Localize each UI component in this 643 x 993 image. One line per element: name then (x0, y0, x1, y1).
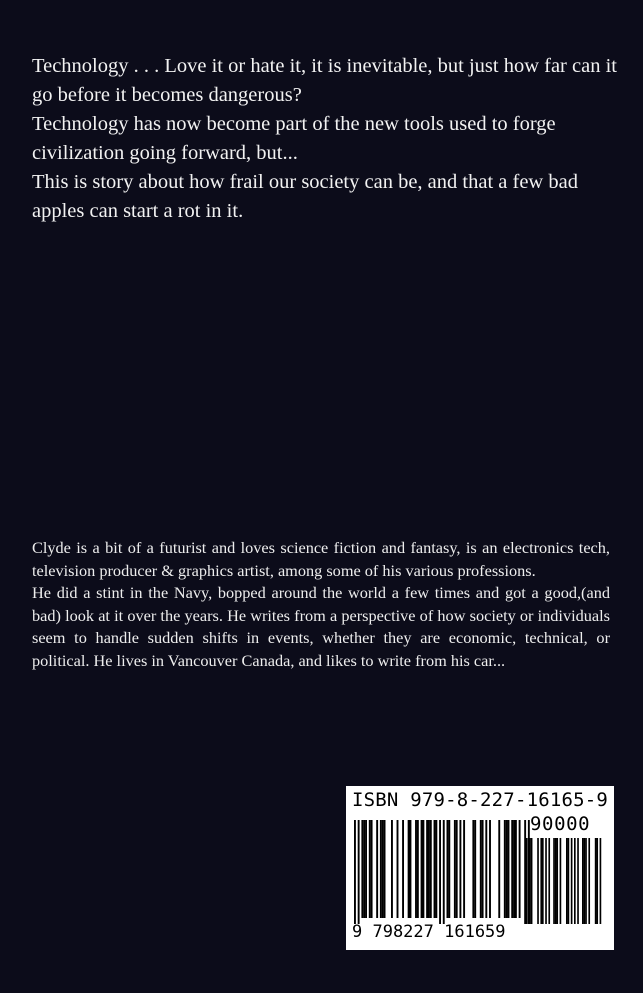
addon-bar (574, 838, 576, 924)
addon-bar (571, 838, 573, 924)
barcode-bar (480, 820, 482, 918)
barcode-bar (435, 820, 437, 918)
author-bio (32, 537, 610, 673)
barcode-bar (443, 820, 445, 924)
addon-bar (595, 838, 597, 924)
barcode-bar (430, 820, 432, 918)
barcode-bar (456, 820, 458, 918)
barcode-bar (426, 820, 428, 918)
barcode-bar (508, 820, 510, 918)
barcode-bar (485, 820, 487, 918)
blurb-paragraph-1: Technology . . . Love it or hate it, it is inevitable, but just how far can it go before it becomes dangerous? (32, 55, 617, 106)
barcode-bar (384, 820, 386, 918)
barcode-bar (397, 820, 399, 918)
barcode-bar (415, 820, 417, 918)
barcode-bar (489, 820, 491, 918)
barcode-bar (434, 820, 436, 918)
barcode-bar (365, 820, 367, 918)
barcode-bar (358, 820, 360, 924)
addon-bar (560, 838, 562, 924)
barcode-bar (447, 820, 449, 918)
addon-bar (568, 838, 570, 924)
barcode-bar (369, 820, 371, 918)
addon-bar (584, 838, 586, 924)
barcode-bar (448, 820, 450, 918)
barcode-bar (515, 820, 517, 918)
addon-bar (556, 838, 558, 924)
addon-bar (585, 838, 587, 924)
barcode-bar (408, 820, 410, 918)
barcode-bar (472, 820, 474, 918)
barcode-bar (410, 820, 412, 918)
barcode-bar (371, 820, 373, 918)
isbn-barcode (346, 786, 614, 950)
barcode-bar (524, 820, 526, 924)
barcode-bar (422, 820, 424, 918)
barcode-bar (482, 820, 484, 918)
barcode-bar (459, 820, 461, 918)
barcode-bar (380, 820, 382, 918)
barcode-bar (504, 820, 506, 918)
addon-bar (555, 838, 557, 924)
barcode-bar (519, 820, 521, 918)
barcode-bar (474, 820, 476, 918)
barcode-bar (513, 820, 515, 918)
bio-paragraph-2: He did a stint in the Navy, bopped around the world a few times and got a good,(and bad) look at it over the years. He writes from a perspective of how society or individuals seem to handle sudden shifts in events, whether they are economic, technical, or political. He lives in Vancouver Canada, and likes to write from his car... (32, 583, 610, 670)
addon-bar (548, 838, 550, 924)
addon-bar (600, 838, 602, 924)
barcode-bar (354, 820, 356, 924)
addon-bar (542, 838, 544, 924)
barcode-bar (498, 820, 500, 918)
barcode-bar (391, 820, 393, 918)
bio-paragraph-1: Clyde is a bit of a futurist and loves science fiction and fantasy, is an electronics tech, television producer & graphics artist, among some of his various professions. (32, 538, 610, 580)
addon-bar (577, 838, 579, 924)
addon-bar (588, 838, 590, 924)
barcode-bar (421, 820, 423, 918)
addon-bar (531, 838, 533, 924)
addon-bar (545, 838, 547, 924)
addon-bar (529, 838, 531, 924)
barcode-bar (511, 820, 513, 918)
blurb-paragraph-2: Technology has now become part of the new tools used to forge civilization going forward, but... (32, 113, 556, 164)
barcode-bar (428, 820, 430, 918)
addon-bar (553, 838, 555, 924)
addon-bar (582, 838, 584, 924)
barcode-bar (463, 820, 465, 918)
barcode-bar (417, 820, 419, 918)
barcode-bar (454, 820, 456, 918)
barcode-bar (363, 820, 365, 918)
barcode-bar (382, 820, 384, 918)
price-addon-code: 90000 (530, 813, 591, 835)
isbn-label: ISBN 979-8-227-16165-9 (352, 789, 609, 811)
barcode-bar (361, 820, 363, 918)
addon-bar (537, 838, 539, 924)
cover-blurb (32, 52, 622, 226)
barcode-bar (506, 820, 508, 918)
blurb-paragraph-3: This is story about how frail our society can be, and that a few bad apples can start a rot in it. (32, 171, 578, 222)
ean-digits: 9 798227 161659 (352, 922, 506, 942)
addon-bar (540, 838, 542, 924)
addon-bar (566, 838, 568, 924)
barcode-bar (376, 820, 378, 918)
barcode-bar (402, 820, 404, 918)
barcode-bar (439, 820, 441, 924)
addon-bar (526, 838, 528, 924)
addon-bar (596, 838, 598, 924)
